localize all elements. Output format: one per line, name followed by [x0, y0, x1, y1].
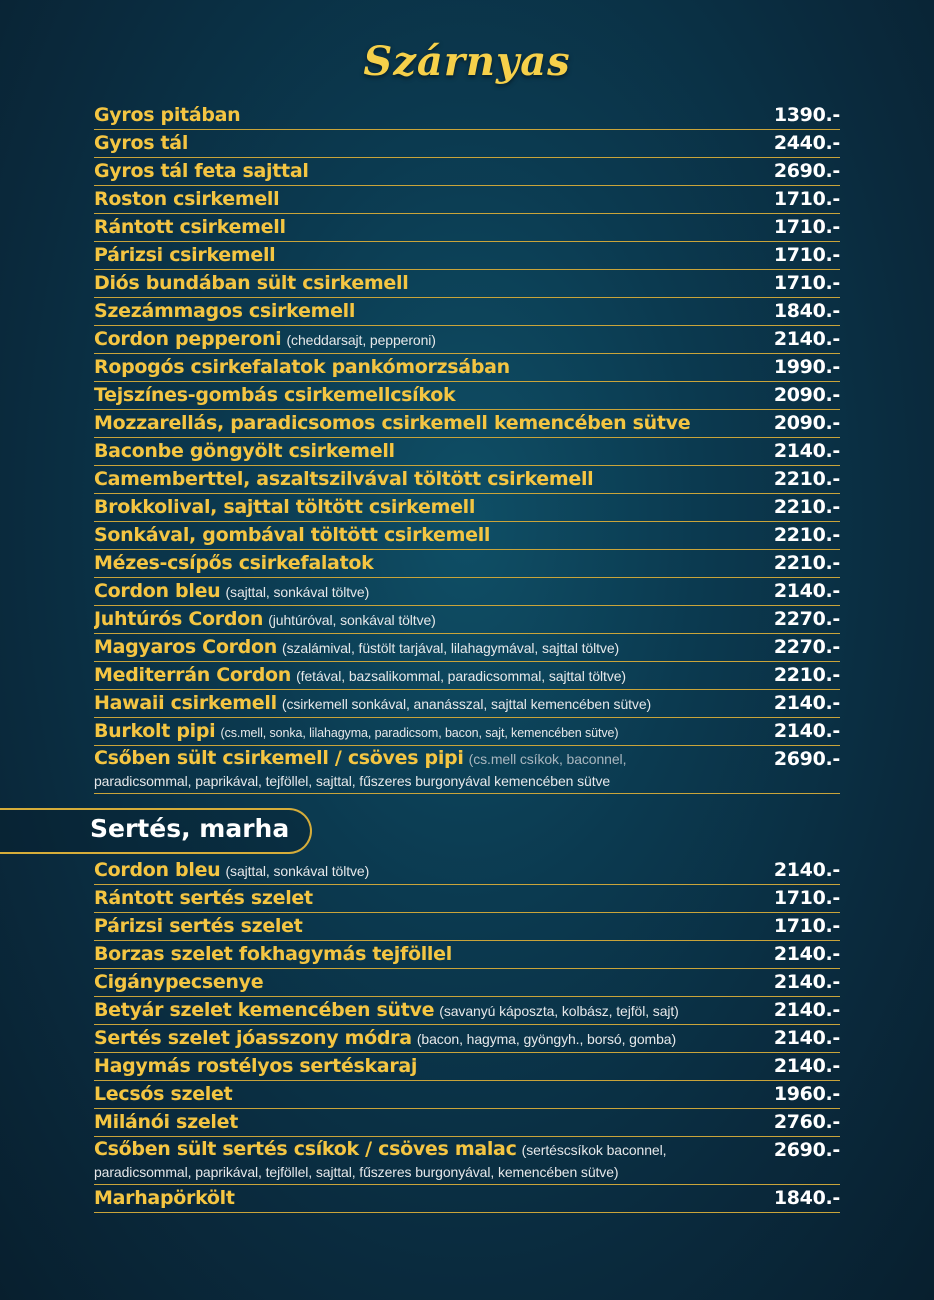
menu-item-text [94, 720, 766, 745]
menu-item-price: 2270.- [773, 608, 840, 630]
menu-item-text [94, 384, 766, 407]
menu-item-row [94, 969, 840, 997]
menu-item-price: 1990.- [773, 356, 840, 378]
menu-item-name: Gyros pitában [94, 104, 241, 126]
menu-item-price: 2690.- [773, 748, 840, 770]
menu-item-description: (cheddarsajt, pepperoni) [286, 332, 436, 348]
menu-item-name: Szezámmagos csirkemell [94, 300, 356, 322]
menu-item-name: Brokkolival, sajttal töltött csirkemell [94, 496, 476, 518]
menu-item-description: (cs.mell, sonka, lilahagyma, paradicsom, bacon, sajt, kemencében sütve) [220, 726, 619, 740]
menu-item-row [94, 186, 840, 214]
menu-item-price: 1710.- [773, 216, 840, 238]
menu-item-row [94, 1137, 840, 1185]
menu-item-description: (savanyú káposzta, kolbász, tejföl, sajt) [439, 1003, 679, 1019]
menu-item-price: 2690.- [773, 1139, 840, 1161]
menu-item-text [94, 1187, 766, 1210]
menu-item-row [94, 410, 840, 438]
menu-item-price: 1710.- [773, 272, 840, 294]
menu-item-text [94, 636, 766, 660]
menu-item-name: Gyros tál [94, 132, 189, 154]
menu-item-name: Camemberttel, aszaltszilvával töltött csirkemell [94, 468, 594, 490]
menu-item-row [94, 857, 840, 885]
menu-item-price: 2140.- [773, 999, 840, 1021]
menu-item-description-cont: paradicsommal, paprikával, tejföllel, sajttal, fűszeres burgonyával, kemencében sütve) [94, 1164, 619, 1180]
menu-item-row [94, 494, 840, 522]
menu-item-name: Mediterrán Cordon [94, 664, 292, 686]
menu-item-text [94, 580, 766, 604]
menu-item-text [94, 132, 766, 155]
menu-item-price: 2090.- [773, 412, 840, 434]
menu-item-price: 2760.- [773, 1111, 840, 1133]
menu-item-text [94, 244, 766, 267]
menu-item-name: Mozzarellás, paradicsomos csirkemell kemencében sütve [94, 412, 691, 434]
menu-item-name: Tejszínes-gombás csirkemellcsíkok [94, 384, 456, 406]
menu-item-price: 2090.- [773, 384, 840, 406]
pork-beef-menu-list [94, 857, 840, 1213]
menu-item-name: Csőben sült sertés csíkok / csöves malac [94, 1139, 517, 1160]
menu-item-name: Sertés szelet jóasszony módra [94, 1027, 412, 1049]
menu-item-text [94, 300, 766, 323]
menu-item-name: Hawaii csirkemell [94, 692, 277, 714]
menu-item-text [94, 692, 766, 716]
menu-item-text [94, 1111, 766, 1134]
menu-item-price: 2140.- [773, 440, 840, 462]
menu-item-row [94, 634, 840, 662]
menu-item-price: 2140.- [773, 971, 840, 993]
menu-item-name: Párizsi sertés szelet [94, 915, 303, 937]
menu-item-row [94, 242, 840, 270]
menu-item-price: 1710.- [773, 188, 840, 210]
menu-item-text [94, 748, 766, 792]
menu-item-name: Borzas szelet fokhagymás tejföllel [94, 943, 452, 965]
menu-item-row [94, 522, 840, 550]
menu-item-row [94, 662, 840, 690]
menu-item-name: Ropogós csirkefalatok pankómorzsában [94, 356, 510, 378]
menu-item-row [94, 1053, 840, 1081]
menu-item-text [94, 216, 766, 239]
section-title-poultry: Szárnyas [363, 38, 571, 85]
menu-item-name: Mézes-csípős csirkefalatok [94, 552, 374, 574]
menu-item-description: (sertéscsíkok baconnel, [521, 1142, 667, 1158]
menu-item-row [94, 1109, 840, 1137]
menu-item-text [94, 524, 766, 547]
menu-item-row [94, 746, 840, 794]
menu-item-row [94, 606, 840, 634]
menu-item-price: 2440.- [773, 132, 840, 154]
menu-item-row [94, 298, 840, 326]
menu-item-name: Baconbe göngyölt csirkemell [94, 440, 395, 462]
menu-item-price: 2270.- [773, 636, 840, 658]
menu-item-text [94, 1055, 766, 1078]
menu-item-price: 2210.- [773, 524, 840, 546]
menu-item-price: 2140.- [773, 720, 840, 742]
menu-item-text [94, 104, 766, 127]
menu-item-row [94, 130, 840, 158]
menu-item-description: (bacon, hagyma, gyöngyh., borsó, gomba) [416, 1031, 677, 1047]
menu-item-name: Rántott sertés szelet [94, 887, 313, 909]
menu-item-name: Lecsós szelet [94, 1083, 233, 1105]
menu-item-description-cont: paradicsommal, paprikával, tejföllel, sajttal, fűszeres burgonyával kemencében sütve [94, 773, 611, 789]
menu-item-text [94, 1027, 766, 1051]
menu-item-price: 1960.- [773, 1083, 840, 1105]
menu-item-row [94, 690, 840, 718]
menu-item-text [94, 887, 766, 910]
menu-item-row [94, 913, 840, 941]
menu-item-price: 2140.- [773, 859, 840, 881]
menu-item-text [94, 496, 766, 519]
menu-item-price: 2690.- [773, 160, 840, 182]
menu-item-text [94, 608, 766, 632]
menu-item-description: (csirkemell sonkával, ananásszal, sajttal kemencében sütve) [281, 696, 652, 712]
menu-item-row [94, 270, 840, 298]
menu-item-name: Cordon bleu [94, 859, 221, 881]
menu-item-description: (sajttal, sonkával töltve) [225, 584, 370, 600]
menu-item-price: 2210.- [773, 552, 840, 574]
menu-item-text [94, 664, 766, 688]
menu-item-name: Magyaros Cordon [94, 636, 277, 658]
menu-item-price: 1390.- [773, 104, 840, 126]
menu-item-row [94, 1185, 840, 1213]
menu-item-description: (szalámival, füstölt tarjával, lilahagymával, sajttal töltve) [282, 640, 620, 656]
menu-item-text [94, 971, 766, 994]
menu-item-row [94, 466, 840, 494]
menu-item-text [94, 859, 766, 883]
menu-item-price: 2140.- [773, 943, 840, 965]
menu-item-price: 1710.- [773, 244, 840, 266]
menu-item-price: 2140.- [773, 1027, 840, 1049]
menu-item-row [94, 578, 840, 606]
menu-item-row [94, 102, 840, 130]
menu-item-name: Marhapörkölt [94, 1187, 235, 1209]
menu-item-price: 2140.- [773, 1055, 840, 1077]
menu-item-name: Csőben sült csirkemell / csöves pipi [94, 748, 464, 769]
menu-item-text [94, 272, 766, 295]
menu-item-row [94, 550, 840, 578]
menu-item-price: 2140.- [773, 580, 840, 602]
menu-item-row [94, 326, 840, 354]
menu-item-text [94, 356, 766, 379]
menu-item-row [94, 1081, 840, 1109]
menu-item-name: Betyár szelet kemencében sütve [94, 999, 435, 1021]
menu-item-price: 2140.- [773, 692, 840, 714]
menu-item-name: Diós bundában sült csirkemell [94, 272, 409, 294]
menu-item-row [94, 1025, 840, 1053]
menu-item-price: 2210.- [773, 496, 840, 518]
menu-item-row [94, 382, 840, 410]
menu-item-row [94, 941, 840, 969]
menu-item-description: (sajttal, sonkával töltve) [225, 863, 370, 879]
menu-item-name: Cigánypecsenye [94, 971, 264, 993]
menu-item-row [94, 438, 840, 466]
menu-item-name: Sonkával, gombával töltött csirkemell [94, 524, 491, 546]
menu-item-price: 2140.- [773, 328, 840, 350]
menu-item-name: Milánói szelet [94, 1111, 238, 1133]
menu-item-row [94, 158, 840, 186]
menu-item-name: Rántott csirkemell [94, 216, 286, 238]
menu-item-name: Roston csirkemell [94, 188, 280, 210]
menu-item-text [94, 412, 766, 435]
menu-item-text [94, 915, 766, 938]
menu-item-row [94, 214, 840, 242]
menu-item-price: 2210.- [773, 468, 840, 490]
menu-item-price: 1840.- [773, 1187, 840, 1209]
menu-item-description: (juhtúróval, sonkával töltve) [268, 612, 436, 628]
section-title-pork-beef: Sertés, marha [90, 814, 290, 843]
menu-item-price: 1840.- [773, 300, 840, 322]
menu-item-text [94, 328, 766, 352]
menu-item-name: Burkolt pipi [94, 720, 216, 742]
menu-item-text [94, 999, 766, 1023]
menu-item-row [94, 997, 840, 1025]
menu-item-name: Gyros tál feta sajttal [94, 160, 309, 182]
menu-item-name: Hagymás rostélyos sertéskaraj [94, 1055, 418, 1077]
menu-item-row [94, 718, 840, 746]
menu-item-text [94, 943, 766, 966]
menu-item-price: 1710.- [773, 915, 840, 937]
menu-item-name: Párizsi csirkemell [94, 244, 276, 266]
menu-item-name: Cordon pepperoni [94, 328, 282, 350]
menu-item-description: (cs.mell csíkok, baconnel, [468, 751, 627, 767]
menu-item-text [94, 468, 766, 491]
menu-item-name: Cordon bleu [94, 580, 221, 602]
menu-item-name: Juhtúrós Cordon [94, 608, 264, 630]
menu-item-price: 1710.- [773, 887, 840, 909]
menu-item-row [94, 354, 840, 382]
menu-item-price: 2210.- [773, 664, 840, 686]
menu-item-text [94, 552, 766, 575]
poultry-menu-list [94, 102, 840, 794]
menu-item-text [94, 188, 766, 211]
menu-item-text [94, 440, 766, 463]
menu-item-text [94, 160, 766, 183]
menu-item-text [94, 1083, 766, 1106]
menu-item-text [94, 1139, 766, 1183]
menu-item-row [94, 885, 840, 913]
menu-item-description: (fetával, bazsalikommal, paradicsommal, sajttal töltve) [296, 668, 626, 684]
